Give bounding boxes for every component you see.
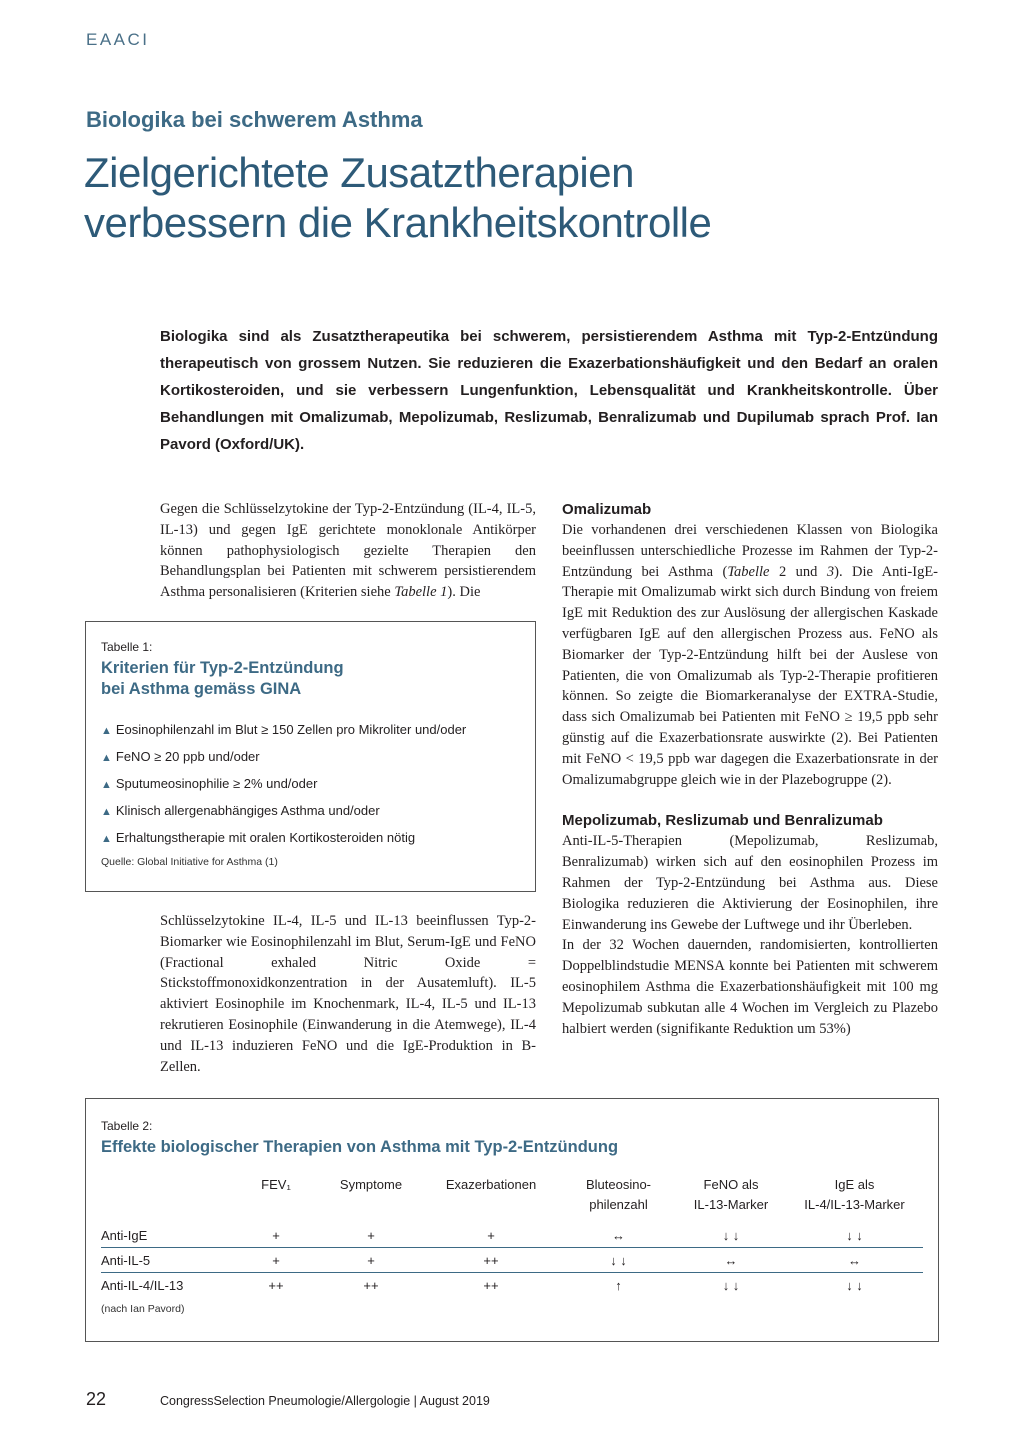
article-title-line1: Zielgerichtete Zusatztherapien [84,149,634,196]
table1-title-line1: Kriterien für Typ-2-Entzündung [101,659,344,677]
table-cell: ++ [483,1277,499,1293]
page-number: 22 [86,1389,107,1409]
table-cell: ↔ [676,1248,786,1273]
column1-p1-text: Gegen die Schlüsselzytokine der Typ-2-Entzündung (IL-4, IL-5, IL-13) und gegen IgE gerichtete monoklonale Antikörper können pathophysiologisch gezielte Therapien den Behandlungsplan bei Patienten mit schwerem persistierendem Asthma personalisieren (Kriterien siehe [160,501,536,601]
publication-footer: CongressSelection Pneumologie/Allergologie | August 2019 [160,1394,490,1408]
table-cell: + [321,1223,421,1248]
criteria-item-text: Sputumeosinophilie ≥ 2% und/oder [115,776,318,791]
article-kicker: Biologika bei schwerem Asthma [86,107,423,132]
row-label: Anti-IgE [101,1223,231,1248]
criteria-item-text: Klinisch allergenabhängiges Asthma und/oder [115,803,380,818]
header-line1: IgE als [834,1177,875,1192]
header-line1: FeNO als [703,1177,759,1192]
column1-paragraph1 [160,499,536,603]
table1-box [85,621,536,892]
article-lead: Biologika sind als Zusatztherapeutika bei schwerem, persistierendem Asthma mit Typ-2-Entzündung therapeutisch von grossem Nutzen. Sie reduzieren die Exazerbationshäufigkeit und den Bedarf an oralen Kortikosteroiden, und sie verbessern Lungenfunktion, Lebensqualität und Krankheitskontrolle. Über Behandlungen mit Omalizumab, Mepolizumab, Reslizumab, Benralizumab und Dupilumab sprach Prof. Ian Pavord (Oxford/UK). [160,328,938,453]
table-cell: ↓ ↓ [676,1223,786,1248]
table1-title-line2: bei Asthma gemäss GINA [101,680,302,698]
article-title [84,148,944,248]
table-cell: + [321,1248,421,1273]
table1-title [101,658,520,700]
header-line2: IL-13-Marker [693,1197,769,1212]
header-symptome [321,1174,421,1223]
header-row-label [101,1174,231,1223]
header-bluteosinophilenzahl [561,1174,676,1223]
table-cell: ++ [363,1277,379,1293]
omalizumab-text: Die vorhandenen drei verschiedenen Klassen von Biologika beeinflussen unterschiedliche Prozesse im Rahmen der Typ-2-Entzündung bei Asthma ( [562,522,938,580]
anti-il5-paragraph1: Anti-IL-5-Therapien (Mepolizumab, Reslizumab, Benralizumab) wirken sich auf den eosinophilen Prozess im Rahmen der Typ-2-Entzündung bei Asthma aus. Diese Biologika reduzieren die Aktivierung der Eosinophilen, ihre Einwanderung ins Gewebe der Luftwege und ihr Überleben. [562,833,938,933]
header-ige [786,1174,923,1223]
table-cell: + [231,1248,321,1273]
omalizumab-text-mid: 2 und [769,563,827,580]
criteria-item [101,744,520,771]
criteria-item-text: FeNO ≥ 20 ppb und/oder [115,749,260,764]
header-feno [676,1174,786,1223]
row-label: Anti-IL-4/IL-13 [101,1277,184,1293]
column1-p1-tail: ). Die [447,584,481,601]
triangle-bullet-icon: ▲ [101,725,112,737]
table1-criteria-list [101,717,520,852]
header-line2: IL-4/IL-13-Marker [804,1197,905,1212]
triangle-bullet-icon: ▲ [101,752,112,764]
table-cell: ↑ [615,1277,622,1293]
table1-source: Quelle: Global Initiative for Asthma (1) [101,856,278,868]
table2-footnote: (nach Ian Pavord) [101,1303,185,1315]
table1-reference: Tabelle 1 [394,584,448,601]
criteria-item-text: Eosinophilenzahl im Blut ≥ 150 Zellen pro Mikroliter und/oder [115,722,467,737]
header-fev1 [231,1174,321,1223]
table-reference-3: 3 [826,563,835,580]
triangle-bullet-icon: ▲ [101,806,112,818]
column1-paragraph2: Schlüsselzytokine IL-4, IL-5 und IL-13 beeinflussen Typ-2-Biomarker wie Eosinophilenzahl im Blut, Serum-IgE und FeNO (Fractional exhaled Nitric Oxide = Stickstoffmonoxidkonzentration in der Ausatemluft). IL-5 aktiviert Eosinophile im Knochenmark, IL-4, IL-5 und IL-13 rekrutieren Eosinophile (Einwanderung in die Atemwege), IL-4 und IL-13 induzieren FeNO und die IgE-Produktion in B-Zellen. [160,913,536,1075]
table1-label: Tabelle 1: [101,640,153,654]
criteria-item-text: Erhaltungstherapie mit oralen Kortikosteroiden nötig [115,830,416,845]
table-cell: ++ [268,1277,284,1293]
triangle-bullet-icon: ▲ [101,779,112,791]
criteria-item [101,717,520,744]
table-cell: ↓ ↓ [846,1277,863,1293]
table-cell: ↓ ↓ [561,1248,676,1273]
table-cell: + [231,1223,321,1248]
section-heading-omalizumab: Omalizumab [562,501,652,518]
header-line1: Bluteosino- [585,1177,652,1192]
section-heading-anti-il5: Mepolizumab, Reslizumab und Benralizumab [562,812,883,830]
header-section-tag: EAACI [86,30,150,49]
table2-box [85,1098,939,1342]
triangle-bullet-icon: ▲ [101,833,112,845]
header-exazerbationen [421,1174,561,1223]
row-label: Anti-IL-5 [101,1248,231,1273]
table-cell: ↔ [786,1248,923,1273]
table-cell: ↓ ↓ [786,1223,923,1248]
table-cell: ↓ ↓ [722,1277,740,1293]
omalizumab-text-tail: ). Die Anti-IgE-Therapie mit Omalizumab wirkt sich durch Bindung von freiem IgE mit Reduktion des zur Auslösung der allergischen Kaskade verfügbaren IgE auf den allergischen Prozess aus. FeNO als Biomarker der Typ-2-Entzündung hilft bei der Auslese von Patienten, die von Omalizumab als Typ-2-Therapie profitieren können. So zeigte die Biomarkeranalyse der EXTRA-Studie, dass sich Omalizumab bei Patienten mit FeNO ≥ 19,5 ppb sehr günstig auf die Exazerbationsrate auswirkte (2). Bei Patienten mit FeNO < 19,5 ppb war dagegen die Exazerbationsrate in der Omalizumabgruppe gleich wie in der Plazebogruppe (2). [562,563,939,788]
header-line2: philenzahl [589,1197,648,1212]
header-line1: Exazerbationen [445,1177,537,1192]
table2-label: Tabelle 2: [101,1119,153,1133]
criteria-item [101,825,520,852]
criteria-item [101,798,520,825]
table-reference: Tabelle [727,563,770,580]
omalizumab-paragraph [562,520,938,790]
table-cell: ↔ [561,1223,676,1248]
section-spacer [562,790,938,810]
criteria-item [101,771,520,798]
header-line1: FEV₁ [261,1177,291,1192]
table-cell: + [421,1223,561,1248]
table-row [101,1223,923,1248]
table-row [101,1248,923,1273]
table-row [101,1273,923,1298]
column2 [562,499,938,1039]
anti-il5-paragraph2: In der 32 Wochen dauernden, randomisierten, kontrollierten Doppelblindstudie MENSA konnte bei Patienten mit schwerem eosinophilem Asthma die Exazerbationshäufigkeit mit 100 mg Mepolizumab subkutan alle 4 Wochen im Vergleich zu Plazebo halbiert werden (signifikante Reduktion um 53%) [562,937,938,1037]
table-header-row [101,1174,923,1223]
header-line1: Symptome [339,1177,403,1192]
table2-title: Effekte biologischer Therapien von Asthma mit Typ-2-Entzündung [101,1138,619,1156]
article-title-line2: verbessern die Krankheitskontrolle [84,199,712,246]
effects-table [101,1174,923,1297]
table-cell: ++ [421,1248,561,1273]
